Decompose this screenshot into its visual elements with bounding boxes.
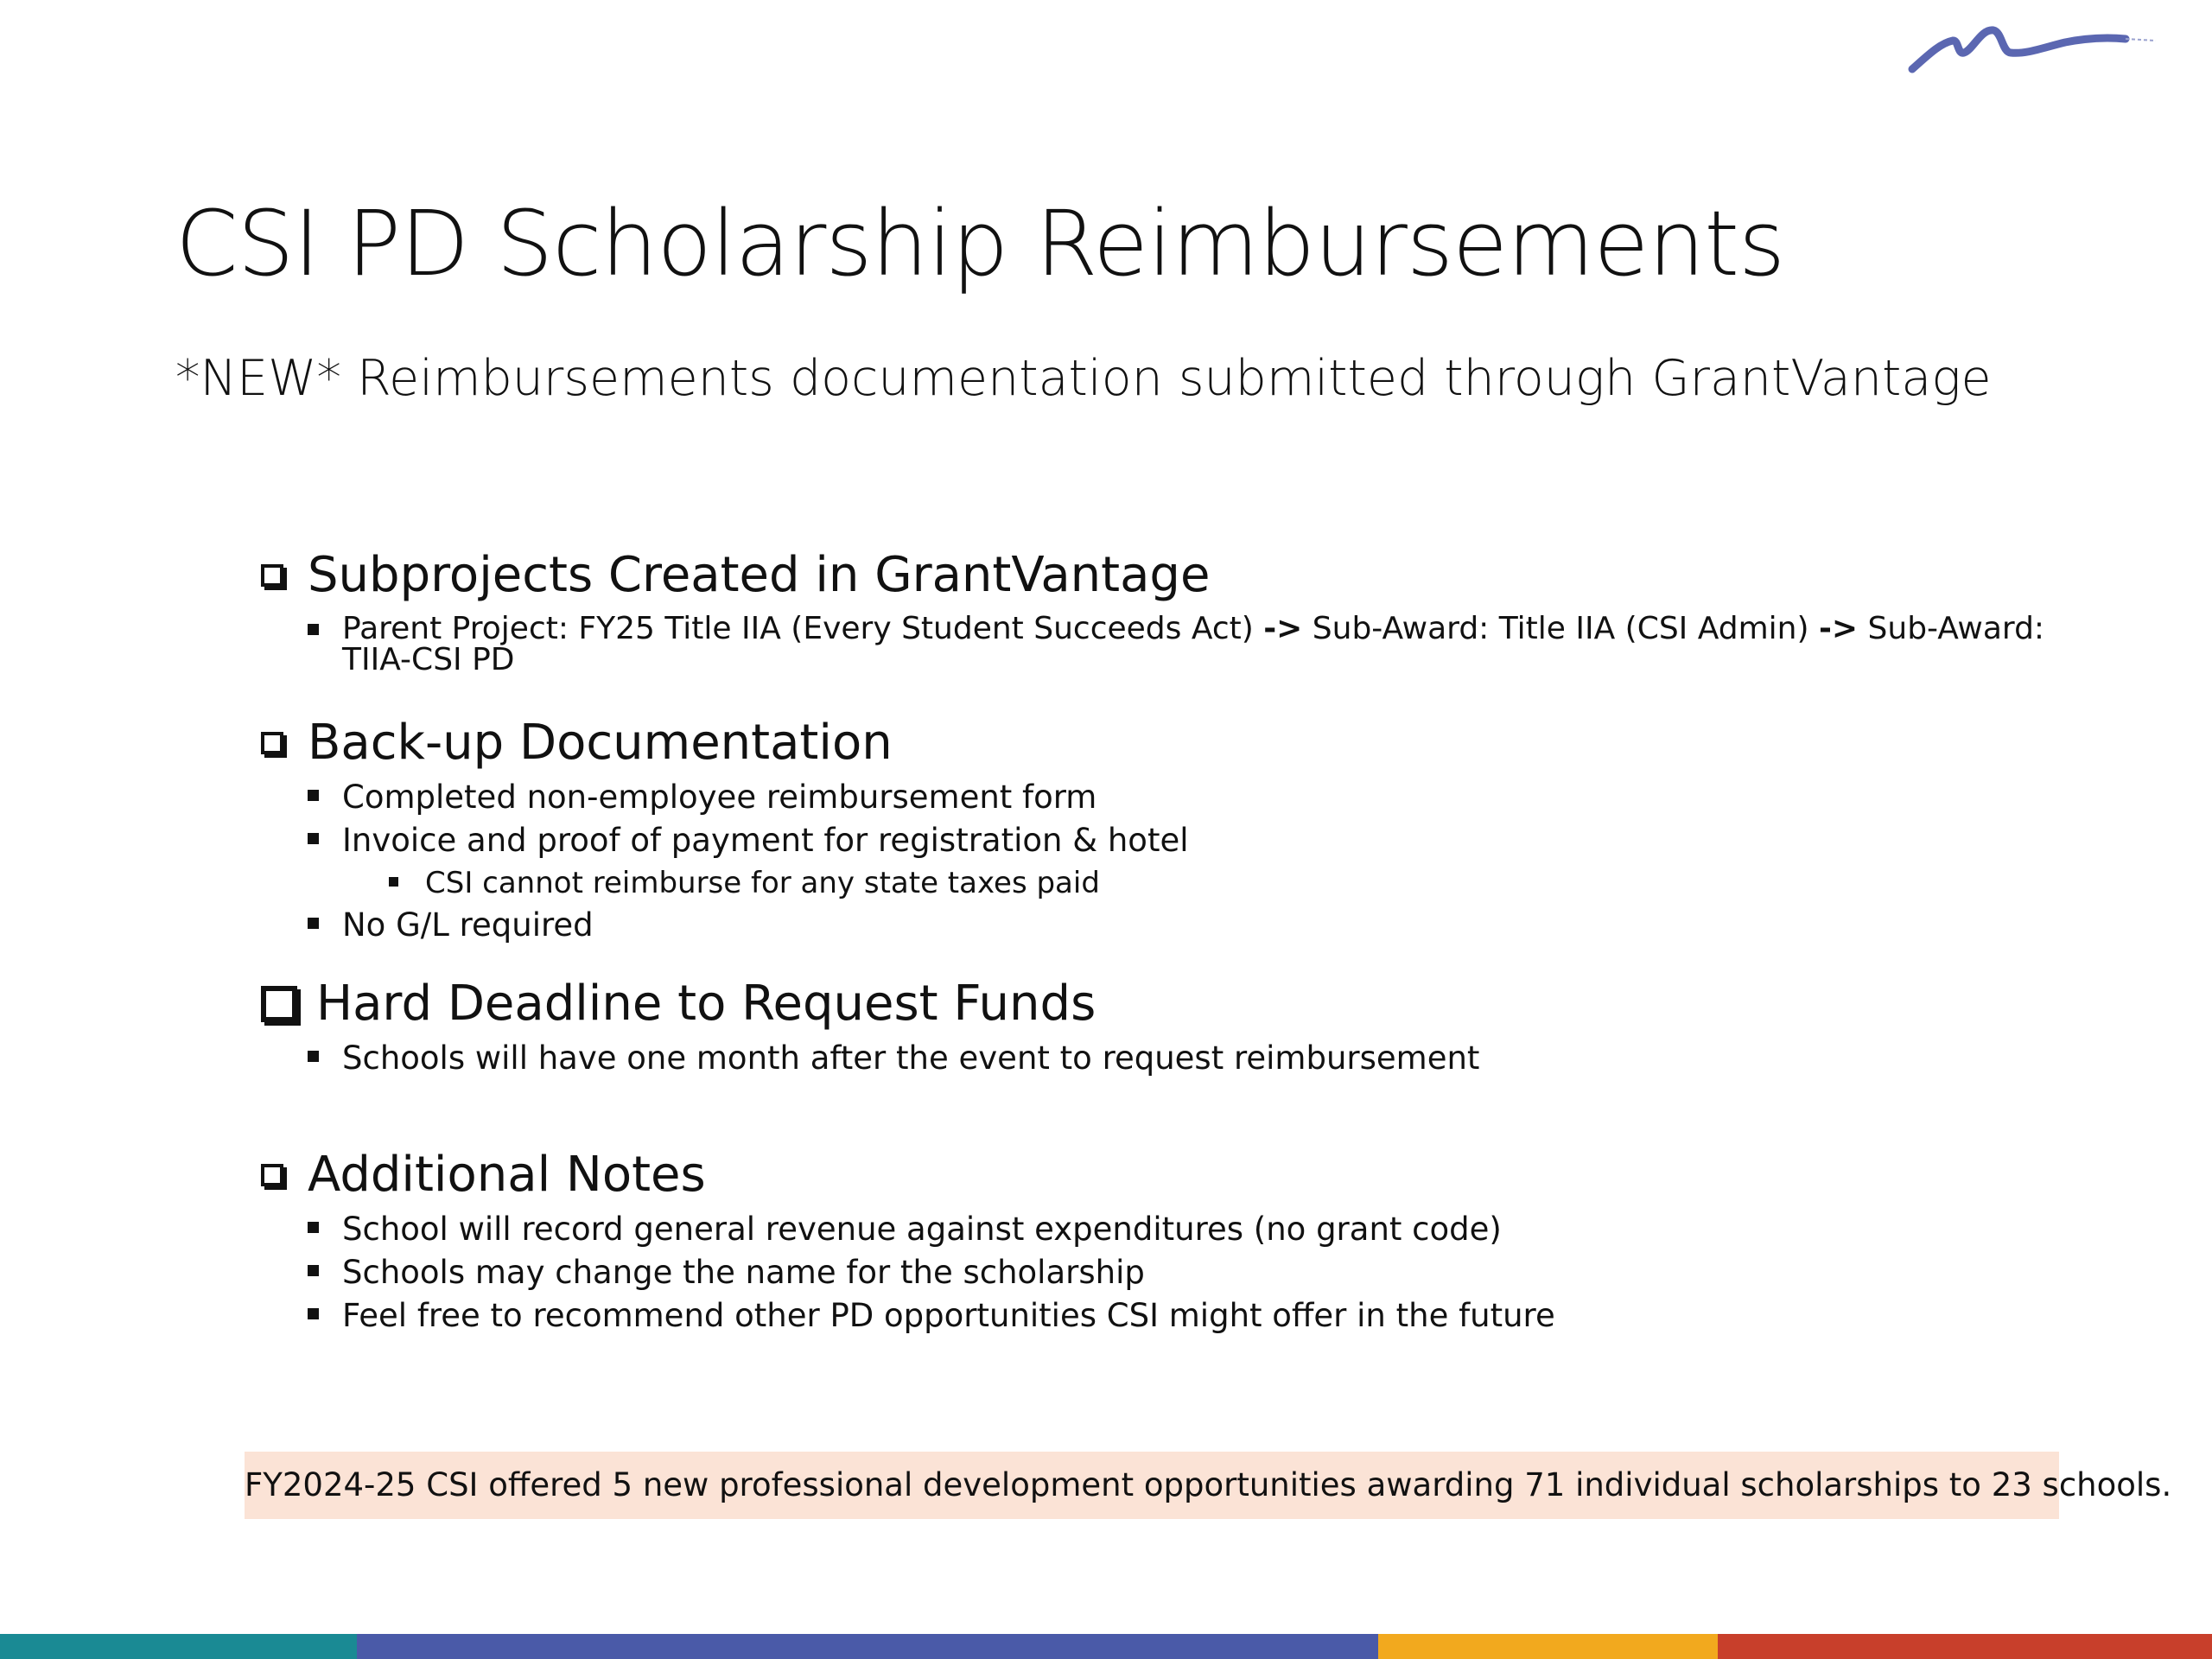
highlight-callout: FY2024-25 CSI offered 5 new professional development opportunities awarding 71 individual scholarships to 23 schools. (245, 1452, 2059, 1519)
list-item: Schools may change the name for the scholarship (342, 1251, 2074, 1294)
slide-subtitle: *NEW* Reimbursements documentation submitted through GrantVantage (175, 350, 1992, 407)
section-backup-documentation (259, 710, 2074, 947)
footer-stripe-red (1718, 1634, 2212, 1659)
checkbox-bullet-icon (261, 732, 283, 754)
bullet-list (259, 1208, 2074, 1338)
list-item: Parent Project: FY25 Title IIA (Every Student Succeeds Act) -> Sub-Award: Title IIA (CSI Admin) -> Sub-Award: TIIA-CSI PD (342, 608, 2074, 679)
list-item: School will record general revenue against expenditures (no grant code) (342, 1208, 2074, 1251)
list-item: Feel free to recommend other PD opportunities CSI might offer in the future (342, 1294, 2074, 1338)
section-heading: Hard Deadline to Request Funds (259, 971, 2074, 1037)
footer-stripe-gold (1378, 1634, 1718, 1659)
section-hard-deadline (259, 971, 2074, 1080)
section-subprojects (259, 543, 2074, 679)
square-bullet-icon (389, 877, 398, 887)
bullet-list (259, 776, 2074, 947)
square-bullet-icon (308, 1265, 319, 1276)
footer-stripe-blue (357, 1634, 1378, 1659)
section-heading: Subprojects Created in GrantVantage (259, 543, 2074, 608)
square-bullet-icon (308, 833, 319, 844)
sub-list-item: CSI cannot reimburse for any state taxes paid (425, 862, 2074, 904)
bullet-list (259, 608, 2074, 679)
square-bullet-icon (308, 1222, 319, 1233)
checkbox-bullet-icon (261, 986, 297, 1022)
list-item: Completed non-employee reimbursement form (342, 776, 2074, 819)
square-bullet-icon (308, 1308, 319, 1319)
section-heading: Additional Notes (259, 1142, 2074, 1208)
section-additional-notes (259, 1142, 2074, 1338)
bullet-list (259, 1037, 2074, 1080)
checkbox-bullet-icon (261, 1164, 283, 1186)
footer-stripe-teal (0, 1634, 357, 1659)
square-bullet-icon (308, 918, 319, 929)
list-item: Invoice and proof of payment for registration & hotel CSI cannot reimburse for any state taxes paid (342, 819, 2074, 904)
list-item: Schools will have one month after the event to request reimbursement (342, 1037, 2074, 1080)
mountain-logo-icon (1905, 22, 2164, 78)
checkbox-bullet-icon (261, 564, 283, 587)
slide-title: CSI PD Scholarship Reimbursements (175, 191, 1785, 296)
sub-bullet-list (342, 862, 2074, 904)
square-bullet-icon (308, 1051, 319, 1062)
square-bullet-icon (308, 624, 319, 635)
section-heading: Back-up Documentation (259, 710, 2074, 776)
square-bullet-icon (308, 790, 319, 801)
list-item: No G/L required (342, 904, 2074, 947)
